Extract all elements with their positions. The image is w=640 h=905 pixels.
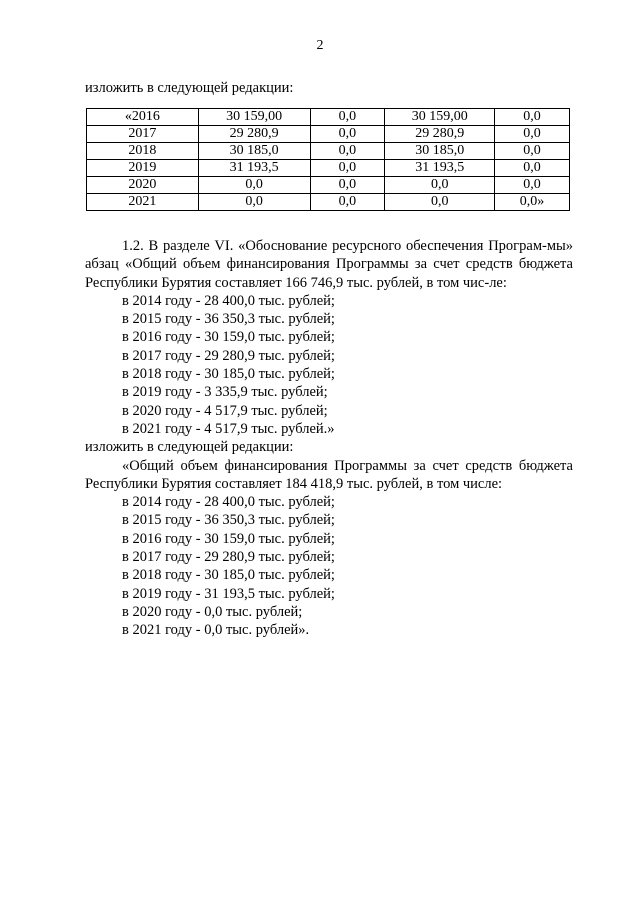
table-cell-year: «2016: [87, 109, 199, 126]
new-year-line: в 2016 году - 30 159,0 тыс. рублей;: [122, 530, 335, 547]
page-number: 2: [316, 38, 324, 53]
table-cell: 0,0: [310, 143, 385, 160]
old-year-line: в 2021 году - 4 517,9 тыс. рублей.»: [122, 420, 335, 437]
table-cell-year: 2019: [87, 160, 199, 177]
table-cell: 31 193,5: [385, 160, 495, 177]
table-cell-year: 2018: [87, 143, 199, 160]
table-cell: 29 280,9: [385, 126, 495, 143]
table-row: [87, 143, 570, 160]
old-year-line: в 2015 году - 36 350,3 тыс. рублей;: [122, 311, 335, 328]
new-year-line: в 2014 году - 28 400,0 тыс. рублей;: [122, 494, 335, 511]
new-year-line: в 2019 году - 31 193,5 тыс. рублей;: [122, 585, 335, 602]
table-cell: 0,0: [198, 194, 310, 211]
table-cell: 31 193,5: [198, 160, 310, 177]
table-cell: 0,0: [310, 160, 385, 177]
table-cell: 0,0: [310, 109, 385, 126]
table-cell: 0,0: [198, 177, 310, 194]
section-paragraph-old: 1.2. В разделе VI. «Обоснование ресурсного обеспечения Програм-мы» абзац «Общий объем финансирования Программы за счет средств бюджета Республики Бурятия составляет 166 746,9 тыс. рублей, в том чис-ле:: [85, 238, 573, 291]
table-cell: 0,0: [310, 126, 385, 143]
table-row: [87, 126, 570, 143]
table-cell-year: 2021: [87, 194, 199, 211]
new-year-line: в 2021 году - 0,0 тыс. рублей».: [122, 622, 310, 639]
table-cell: 30 185,0: [385, 143, 495, 160]
table-row: [87, 109, 570, 126]
old-year-line: в 2014 году - 28 400,0 тыс. рублей;: [122, 292, 335, 309]
old-year-line: в 2018 году - 30 185,0 тыс. рублей;: [122, 366, 335, 383]
table-cell: 0,0: [495, 109, 570, 126]
intro-text: изложить в следующей редакции:: [85, 80, 294, 96]
table-cell: 0,0: [310, 177, 385, 194]
table-cell: 0,0: [385, 177, 495, 194]
old-year-line: в 2017 году - 29 280,9 тыс. рублей;: [122, 347, 335, 364]
financing-table: [86, 108, 570, 211]
new-year-line: в 2017 году - 29 280,9 тыс. рублей;: [122, 549, 335, 566]
table-row: [87, 194, 570, 211]
table-cell: 0,0: [495, 177, 570, 194]
old-year-line: в 2016 году - 30 159,0 тыс. рублей;: [122, 329, 335, 346]
table-cell: 30 159,00: [198, 109, 310, 126]
table-cell: 29 280,9: [198, 126, 310, 143]
new-year-line: в 2015 году - 36 350,3 тыс. рублей;: [122, 512, 335, 529]
table-cell: 0,0»: [495, 194, 570, 211]
table-cell: 0,0: [495, 126, 570, 143]
old-year-line: в 2019 году - 3 335,9 тыс. рублей;: [122, 384, 328, 401]
table-cell: 30 185,0: [198, 143, 310, 160]
table-cell-year: 2017: [87, 126, 199, 143]
table-cell: 0,0: [310, 194, 385, 211]
new-year-line: в 2018 году - 30 185,0 тыс. рублей;: [122, 567, 335, 584]
old-year-line: в 2020 году - 4 517,9 тыс. рублей;: [122, 402, 328, 419]
section-paragraph-new: «Общий объем финансирования Программы за счет средств бюджета Республики Бурятия составляет 184 418,9 тыс. рублей, в том числе:: [85, 457, 573, 492]
table-row: [87, 160, 570, 177]
table-cell: 0,0: [495, 160, 570, 177]
table-cell: 30 159,00: [385, 109, 495, 126]
table-cell-year: 2020: [87, 177, 199, 194]
table-row: [87, 177, 570, 194]
new-year-line: в 2020 году - 0,0 тыс. рублей;: [122, 603, 303, 620]
table-cell: 0,0: [385, 194, 495, 211]
redaction-text: изложить в следующей редакции:: [85, 439, 294, 456]
table-cell: 0,0: [495, 143, 570, 160]
document-body: [85, 237, 573, 640]
